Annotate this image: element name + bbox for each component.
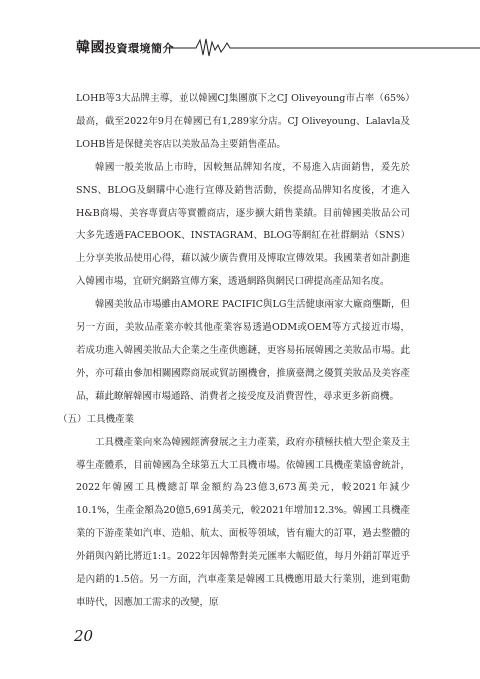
heartbeat-line-icon [0, 36, 480, 58]
paragraph-3: 韓國美妝品市場雖由AMORE PACIFIC與LG生活健康兩家大廠商壟斷，但另一方面，美妝品產業亦較其他產業容易透過ODM或OEM等方式接近市場，若成功進入韓國美妝品大企業之生產供應鏈，更容易拓展韓國之美妝品市場。此外，亦可藉由參加相關國際商展或貿訪團機會，推廣臺灣之優質美妝品及美容產品，藉此瞭解韓國市場通路、消費者之接受度及消費習性，尋求更多新商機。 [76, 299, 410, 402]
page-header [0, 0, 480, 70]
header-title-main: 韓國 [76, 40, 105, 56]
header-title-sub: 投資環境簡介 [105, 42, 174, 55]
paragraph-4: 工具機產業向來為韓國經濟發展之主力產業，政府亦積極扶植大型企業及主導生產體系，目前韓國為全球第五大工具機市場。依韓國工具機產業協會統計，2022年韓國工具機總訂單金額約為23億3,673萬美元，較2021年減少10.1%，生產金額為20億5,691萬美元，較2021年增加12.3%。韓國工具機產業的下游產業如汽車、造船、航太、面板等領域，皆有龐大的訂單，過去整體的外銷與內銷比將近1:1。2022年因韓幣對美元匯率大幅貶值，每月外銷訂單近乎是內銷的1.5倍。另一方面，汽車產業是韓國工具機應用最大行業別，進到電動車時代，因應加工需求的改變，原 [76, 436, 410, 608]
paragraph-2: 韓國一般美妝品上市時，因較無品牌知名度，不易進入店面銷售，爰先於SNS、BLOG及網購中心進行宣傳及銷售活動，俟提高品牌知名度後，才進入H&B商場、美容專賣店等實體商店，逐步擴大銷售業績。目前韓國美妝品公司大多先透過FACEBOOK、INSTAGRAM、BLOG等網紅在社群網站（SNS）上分享美妝品使用心得，藉以減少廣告費用及博取宣傳效果。我國業者如計劃進入韓國市場，宜研究網路宣傳方案，透過網路與網民口碑提高產品知名度。 [76, 161, 410, 288]
body-text [58, 88, 410, 615]
page-number: 20 [74, 627, 94, 645]
section-heading-machine-tools: （五）工具機產業 [58, 413, 135, 425]
paragraph-1: LOHB等3大品牌主導，並以韓國CJ集團旗下之CJ Oliveyoung市占率（65%）最高，截至2022年9月在韓國已有1,289家分店。CJ Oliveyoung、Lalavla及LOHB皆是保健美容店以美妝品為主要銷售產品。 [76, 93, 410, 150]
